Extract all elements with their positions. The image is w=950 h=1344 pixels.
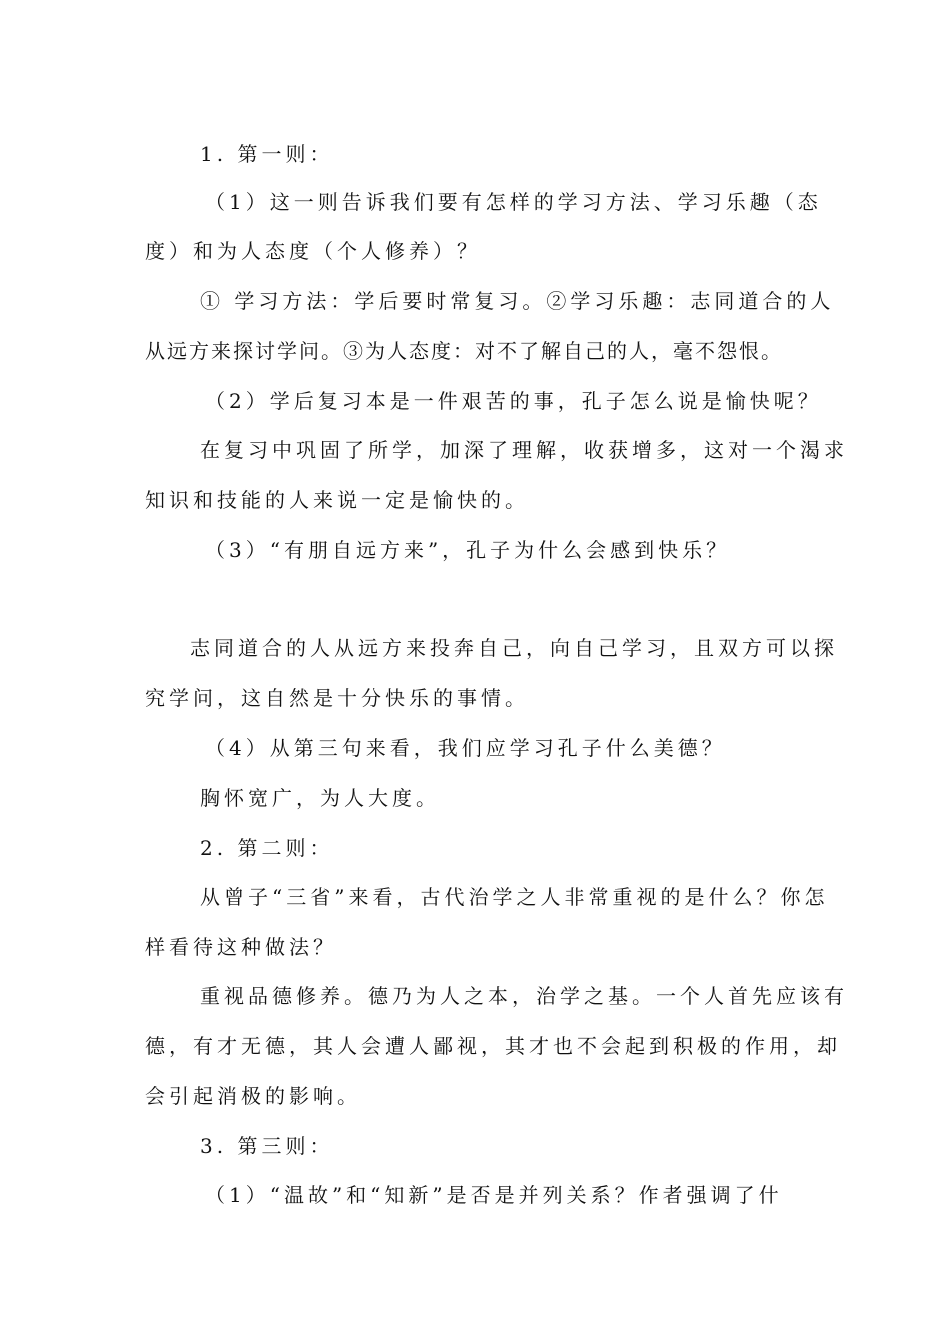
section-heading-2: 2. 第二则：: [200, 836, 334, 860]
answer-1-4: 胸怀宽广，为人大度。: [200, 786, 440, 810]
answer-2-line-1: 重视品德修养。德乃为人之本，治学之基。一个人首先应该有: [200, 984, 848, 1008]
question-1-1-line-1: （1）这一则告诉我们要有怎样的学习方法、学习乐趣（态: [205, 190, 822, 214]
answer-1-2-line-1: 在复习中巩固了所学，加深了理解，收获增多，这对一个渴求: [200, 438, 848, 462]
answer-2-line-3: 会引起消极的影响。: [145, 1084, 361, 1108]
question-2-line-2: 样看待这种做法？: [145, 935, 337, 959]
section-heading-3: 3. 第三则：: [200, 1134, 334, 1158]
question-3-1: （1）“温故”和“知新”是否是并列关系？作者强调了什: [205, 1183, 783, 1207]
question-2-line-1: 从曾子“三省”来看，古代治学之人非常重视的是什么？你怎: [200, 885, 829, 909]
answer-1-3-line-1: 志同道合的人从远方来投奔自己，向自己学习，且双方可以探: [190, 636, 838, 660]
answer-1-3-line-2: 究学问，这自然是十分快乐的事情。: [145, 686, 529, 710]
answer-1-2-line-2: 知识和技能的人来说一定是愉快的。: [145, 488, 529, 512]
question-1-2: （2）学后复习本是一件艰苦的事，孔子怎么说是愉快呢？: [205, 389, 822, 413]
question-1-3: （3）“有朋自远方来”，孔子为什么会感到快乐？: [205, 538, 731, 562]
question-1-1-line-2: 度）和为人态度（个人修养）？: [145, 239, 481, 263]
answer-1-1-line-1: ① 学习方法：学后要时常复习。②学习乐趣：志同道合的人: [200, 289, 835, 313]
section-heading-1: 1. 第一则：: [200, 142, 334, 166]
question-1-4: （4）从第三句来看，我们应学习孔子什么美德？: [205, 736, 726, 760]
answer-2-line-2: 德，有才无德，其人会遭人鄙视，其才也不会起到积极的作用，却: [145, 1034, 841, 1058]
answer-1-1-line-2: 从远方来探讨学问。③为人态度：对不了解自己的人，毫不怨恨。: [145, 339, 783, 363]
